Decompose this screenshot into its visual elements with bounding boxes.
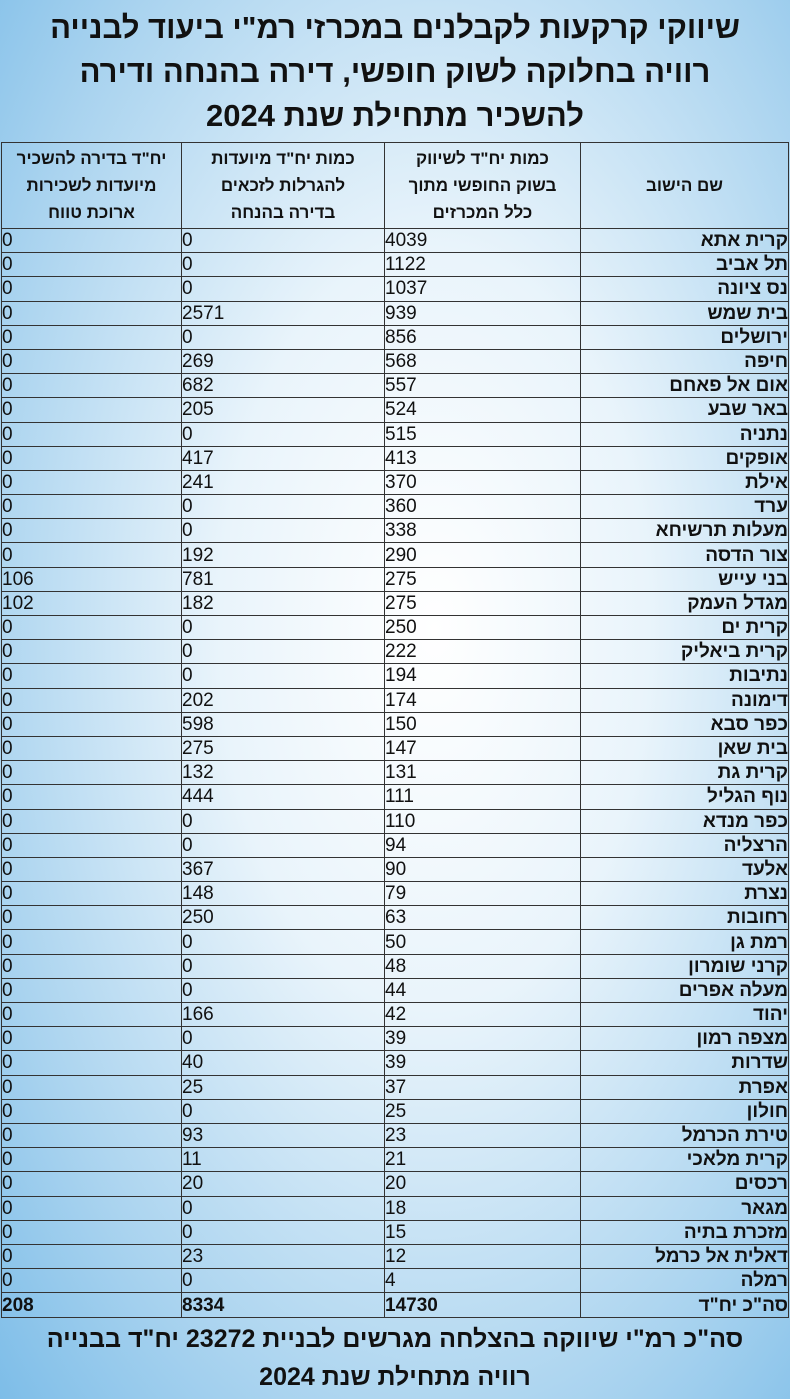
discount-cell: 250 bbox=[182, 906, 385, 930]
city-cell: דימונה bbox=[581, 688, 789, 712]
table-row bbox=[2, 349, 789, 373]
discount-cell: 148 bbox=[182, 882, 385, 906]
rent-cell: 0 bbox=[2, 736, 182, 760]
rent-cell: 0 bbox=[2, 1196, 182, 1220]
discount-cell: 0 bbox=[182, 640, 385, 664]
discount-cell: 367 bbox=[182, 857, 385, 881]
table-row bbox=[2, 543, 789, 567]
rent-cell: 0 bbox=[2, 930, 182, 954]
discount-cell: 275 bbox=[182, 736, 385, 760]
free-market-cell: 4039 bbox=[385, 229, 581, 253]
rent-cell: 0 bbox=[2, 1123, 182, 1147]
table-row bbox=[2, 229, 789, 253]
city-cell: מזכרת בתיה bbox=[581, 1220, 789, 1244]
table-row bbox=[2, 785, 789, 809]
city-cell: קרית אתא bbox=[581, 229, 789, 253]
free-market-cell: 194 bbox=[385, 664, 581, 688]
discount-cell: 0 bbox=[182, 325, 385, 349]
discount-cell: 0 bbox=[182, 930, 385, 954]
discount-cell: 23 bbox=[182, 1244, 385, 1268]
discount-cell: 20 bbox=[182, 1172, 385, 1196]
free-market-cell: 39 bbox=[385, 1051, 581, 1075]
free-market-cell: 23 bbox=[385, 1123, 581, 1147]
rent-cell: 0 bbox=[2, 1051, 182, 1075]
discount-cell: 0 bbox=[182, 495, 385, 519]
city-cell: מצפה רמון bbox=[581, 1027, 789, 1051]
rent-cell: 0 bbox=[2, 906, 182, 930]
free-market-cell: 44 bbox=[385, 978, 581, 1002]
table-row bbox=[2, 446, 789, 470]
discount-cell: 202 bbox=[182, 688, 385, 712]
header-discount: כמות יח"ד מיועדות להגרלות לזכאים בדירה בהנחה bbox=[182, 143, 385, 229]
header-rent: יח"ד בדירה להשכיר מיועדות לשכירות ארוכת טווח bbox=[2, 143, 182, 229]
city-cell: באר שבע bbox=[581, 398, 789, 422]
discount-cell: 0 bbox=[182, 277, 385, 301]
rent-cell: 0 bbox=[2, 785, 182, 809]
title-line-2: רוויה בחלוקה לשוק חופשי, דירה בהנחה ודירה bbox=[79, 54, 711, 89]
city-cell: ערד bbox=[581, 495, 789, 519]
city-cell: קרני שומרון bbox=[581, 954, 789, 978]
city-cell: טירת הכרמל bbox=[581, 1123, 789, 1147]
free-market-cell: 360 bbox=[385, 495, 581, 519]
table-row bbox=[2, 712, 789, 736]
rent-cell: 0 bbox=[2, 1148, 182, 1172]
discount-cell: 444 bbox=[182, 785, 385, 809]
discount-cell: 269 bbox=[182, 349, 385, 373]
discount-cell: 0 bbox=[182, 519, 385, 543]
total-free-market: 14730 bbox=[385, 1293, 581, 1318]
city-cell: תל אביב bbox=[581, 253, 789, 277]
discount-cell: 0 bbox=[182, 664, 385, 688]
table-row bbox=[2, 325, 789, 349]
discount-cell: 192 bbox=[182, 543, 385, 567]
discount-cell: 241 bbox=[182, 470, 385, 494]
rent-cell: 0 bbox=[2, 446, 182, 470]
total-rent: 208 bbox=[2, 1293, 182, 1318]
city-cell: קרית ים bbox=[581, 616, 789, 640]
discount-cell: 0 bbox=[182, 954, 385, 978]
rent-cell: 0 bbox=[2, 857, 182, 881]
free-market-cell: 131 bbox=[385, 761, 581, 785]
table-row bbox=[2, 1196, 789, 1220]
city-cell: נצרת bbox=[581, 882, 789, 906]
free-market-cell: 856 bbox=[385, 325, 581, 349]
city-cell: בני עייש bbox=[581, 567, 789, 591]
title-line-3: להשכיר מתחילת שנת 2024 bbox=[206, 98, 584, 133]
discount-cell: 132 bbox=[182, 761, 385, 785]
rent-cell: 0 bbox=[2, 374, 182, 398]
table-row bbox=[2, 1051, 789, 1075]
rent-cell: 0 bbox=[2, 664, 182, 688]
free-market-cell: 1122 bbox=[385, 253, 581, 277]
city-cell: מגאר bbox=[581, 1196, 789, 1220]
rent-cell: 0 bbox=[2, 954, 182, 978]
free-market-cell: 25 bbox=[385, 1099, 581, 1123]
discount-cell: 182 bbox=[182, 591, 385, 615]
rent-cell: 0 bbox=[2, 1269, 182, 1293]
city-cell: רמלה bbox=[581, 1269, 789, 1293]
free-market-cell: 37 bbox=[385, 1075, 581, 1099]
free-market-cell: 150 bbox=[385, 712, 581, 736]
discount-cell: 598 bbox=[182, 712, 385, 736]
free-market-cell: 557 bbox=[385, 374, 581, 398]
discount-cell: 0 bbox=[182, 833, 385, 857]
rent-cell: 0 bbox=[2, 470, 182, 494]
table-row bbox=[2, 906, 789, 930]
table-row bbox=[2, 374, 789, 398]
rent-cell: 0 bbox=[2, 1220, 182, 1244]
free-market-cell: 90 bbox=[385, 857, 581, 881]
city-cell: קרית גת bbox=[581, 761, 789, 785]
free-market-cell: 4 bbox=[385, 1269, 581, 1293]
header-city: שם הישוב bbox=[581, 143, 789, 229]
free-market-cell: 42 bbox=[385, 1003, 581, 1027]
table-row bbox=[2, 1123, 789, 1147]
page-title bbox=[0, 0, 790, 142]
rent-cell: 0 bbox=[2, 1244, 182, 1268]
city-cell: חיפה bbox=[581, 349, 789, 373]
rent-cell: 0 bbox=[2, 1075, 182, 1099]
table-row bbox=[2, 664, 789, 688]
free-market-cell: 290 bbox=[385, 543, 581, 567]
rent-cell: 0 bbox=[2, 1172, 182, 1196]
table-row bbox=[2, 736, 789, 760]
table-row bbox=[2, 1003, 789, 1027]
discount-cell: 0 bbox=[182, 809, 385, 833]
table-row bbox=[2, 857, 789, 881]
city-cell: נתיבות bbox=[581, 664, 789, 688]
table-row bbox=[2, 1220, 789, 1244]
table-row bbox=[2, 253, 789, 277]
marketing-table bbox=[1, 142, 789, 1318]
rent-cell: 0 bbox=[2, 253, 182, 277]
table-row bbox=[2, 1148, 789, 1172]
rent-cell: 0 bbox=[2, 301, 182, 325]
free-market-cell: 174 bbox=[385, 688, 581, 712]
free-market-cell: 250 bbox=[385, 616, 581, 640]
city-cell: יהוד bbox=[581, 1003, 789, 1027]
discount-cell: 0 bbox=[182, 1027, 385, 1051]
city-cell: בית שאן bbox=[581, 736, 789, 760]
footer-line-1: סה"כ רמ"י שיווקה בהצלחה מגרשים לבניית 23272 יח"ד בבנייה bbox=[46, 1325, 744, 1353]
table-row bbox=[2, 1269, 789, 1293]
total-discount: 8334 bbox=[182, 1293, 385, 1318]
city-cell: ירושלים bbox=[581, 325, 789, 349]
city-cell: מגדל העמק bbox=[581, 591, 789, 615]
discount-cell: 25 bbox=[182, 1075, 385, 1099]
city-cell: הרצליה bbox=[581, 833, 789, 857]
discount-cell: 40 bbox=[182, 1051, 385, 1075]
city-cell: רמת גן bbox=[581, 930, 789, 954]
discount-cell: 0 bbox=[182, 978, 385, 1002]
table-row bbox=[2, 809, 789, 833]
rent-cell: 0 bbox=[2, 495, 182, 519]
table-row bbox=[2, 930, 789, 954]
city-cell: אופקים bbox=[581, 446, 789, 470]
rent-cell: 0 bbox=[2, 543, 182, 567]
rent-cell: 0 bbox=[2, 519, 182, 543]
total-label: סה"כ יח"ד bbox=[581, 1293, 789, 1318]
free-market-cell: 515 bbox=[385, 422, 581, 446]
free-market-cell: 275 bbox=[385, 567, 581, 591]
table-row bbox=[2, 398, 789, 422]
rent-cell: 0 bbox=[2, 1003, 182, 1027]
table-row bbox=[2, 688, 789, 712]
discount-cell: 417 bbox=[182, 446, 385, 470]
rent-cell: 0 bbox=[2, 349, 182, 373]
title-line-1: שיווקי קרקעות לקבלנים במכרזי רמ"י ביעוד לבנייה bbox=[50, 10, 740, 45]
table-row bbox=[2, 1075, 789, 1099]
free-market-cell: 79 bbox=[385, 882, 581, 906]
rent-cell: 0 bbox=[2, 640, 182, 664]
free-market-cell: 1037 bbox=[385, 277, 581, 301]
rent-cell: 0 bbox=[2, 688, 182, 712]
rent-cell: 0 bbox=[2, 398, 182, 422]
city-cell: צור הדסה bbox=[581, 543, 789, 567]
free-market-cell: 147 bbox=[385, 736, 581, 760]
city-cell: רחובות bbox=[581, 906, 789, 930]
free-market-cell: 94 bbox=[385, 833, 581, 857]
city-cell: חולון bbox=[581, 1099, 789, 1123]
table-row bbox=[2, 277, 789, 301]
city-cell: מעלות תרשיחא bbox=[581, 519, 789, 543]
table-header-row bbox=[2, 143, 789, 229]
rent-cell: 0 bbox=[2, 833, 182, 857]
discount-cell: 781 bbox=[182, 567, 385, 591]
table-row bbox=[2, 1244, 789, 1268]
table-row bbox=[2, 640, 789, 664]
rent-cell: 0 bbox=[2, 882, 182, 906]
free-market-cell: 21 bbox=[385, 1148, 581, 1172]
free-market-cell: 48 bbox=[385, 954, 581, 978]
rent-cell: 0 bbox=[2, 761, 182, 785]
rent-cell: 0 bbox=[2, 809, 182, 833]
free-market-cell: 15 bbox=[385, 1220, 581, 1244]
discount-cell: 0 bbox=[182, 1220, 385, 1244]
discount-cell: 205 bbox=[182, 398, 385, 422]
discount-cell: 0 bbox=[182, 616, 385, 640]
table-row bbox=[2, 616, 789, 640]
free-market-cell: 18 bbox=[385, 1196, 581, 1220]
table-row bbox=[2, 833, 789, 857]
free-market-cell: 111 bbox=[385, 785, 581, 809]
header-free-market: כמות יח"ד לשיווק בשוק החופשי מתוך כלל המכרזים bbox=[385, 143, 581, 229]
table-row bbox=[2, 495, 789, 519]
discount-cell: 682 bbox=[182, 374, 385, 398]
city-cell: רכסים bbox=[581, 1172, 789, 1196]
discount-cell: 0 bbox=[182, 1099, 385, 1123]
free-market-cell: 110 bbox=[385, 809, 581, 833]
rent-cell: 0 bbox=[2, 616, 182, 640]
free-market-cell: 370 bbox=[385, 470, 581, 494]
city-cell: מעלה אפרים bbox=[581, 978, 789, 1002]
city-cell: נוף הגליל bbox=[581, 785, 789, 809]
table-row bbox=[2, 1099, 789, 1123]
discount-cell: 93 bbox=[182, 1123, 385, 1147]
free-market-cell: 50 bbox=[385, 930, 581, 954]
free-market-cell: 12 bbox=[385, 1244, 581, 1268]
rent-cell: 0 bbox=[2, 422, 182, 446]
table-row bbox=[2, 1027, 789, 1051]
city-cell: בית שמש bbox=[581, 301, 789, 325]
free-market-cell: 413 bbox=[385, 446, 581, 470]
table-row bbox=[2, 591, 789, 615]
free-market-cell: 524 bbox=[385, 398, 581, 422]
city-cell: אפרת bbox=[581, 1075, 789, 1099]
table-row bbox=[2, 978, 789, 1002]
free-market-cell: 338 bbox=[385, 519, 581, 543]
city-cell: קרית ביאליק bbox=[581, 640, 789, 664]
free-market-cell: 39 bbox=[385, 1027, 581, 1051]
city-cell: קרית מלאכי bbox=[581, 1148, 789, 1172]
city-cell: שדרות bbox=[581, 1051, 789, 1075]
rent-cell: 0 bbox=[2, 978, 182, 1002]
discount-cell: 2571 bbox=[182, 301, 385, 325]
discount-cell: 0 bbox=[182, 1269, 385, 1293]
table-row bbox=[2, 470, 789, 494]
rent-cell: 106 bbox=[2, 567, 182, 591]
table-row bbox=[2, 882, 789, 906]
city-cell: אום אל פאחם bbox=[581, 374, 789, 398]
summary-footer bbox=[0, 1314, 790, 1399]
footer-line-2: רוויה מתחילת שנת 2024 bbox=[259, 1363, 531, 1391]
table-row bbox=[2, 567, 789, 591]
city-cell: נס ציונה bbox=[581, 277, 789, 301]
discount-cell: 0 bbox=[182, 253, 385, 277]
city-cell: אלעד bbox=[581, 857, 789, 881]
rent-cell: 0 bbox=[2, 712, 182, 736]
rent-cell: 0 bbox=[2, 277, 182, 301]
city-cell: דאלית אל כרמל bbox=[581, 1244, 789, 1268]
table-row bbox=[2, 954, 789, 978]
table-row bbox=[2, 301, 789, 325]
free-market-cell: 275 bbox=[385, 591, 581, 615]
city-cell: כפר מנדא bbox=[581, 809, 789, 833]
free-market-cell: 20 bbox=[385, 1172, 581, 1196]
discount-cell: 11 bbox=[182, 1148, 385, 1172]
discount-cell: 166 bbox=[182, 1003, 385, 1027]
city-cell: אילת bbox=[581, 470, 789, 494]
table-row bbox=[2, 422, 789, 446]
discount-cell: 0 bbox=[182, 229, 385, 253]
table-row bbox=[2, 761, 789, 785]
rent-cell: 102 bbox=[2, 591, 182, 615]
discount-cell: 0 bbox=[182, 422, 385, 446]
table-row bbox=[2, 1172, 789, 1196]
rent-cell: 0 bbox=[2, 1027, 182, 1051]
free-market-cell: 939 bbox=[385, 301, 581, 325]
rent-cell: 0 bbox=[2, 229, 182, 253]
rent-cell: 0 bbox=[2, 325, 182, 349]
free-market-cell: 568 bbox=[385, 349, 581, 373]
rent-cell: 0 bbox=[2, 1099, 182, 1123]
free-market-cell: 63 bbox=[385, 906, 581, 930]
city-cell: נתניה bbox=[581, 422, 789, 446]
city-cell: כפר סבא bbox=[581, 712, 789, 736]
discount-cell: 0 bbox=[182, 1196, 385, 1220]
table-row bbox=[2, 519, 789, 543]
free-market-cell: 222 bbox=[385, 640, 581, 664]
